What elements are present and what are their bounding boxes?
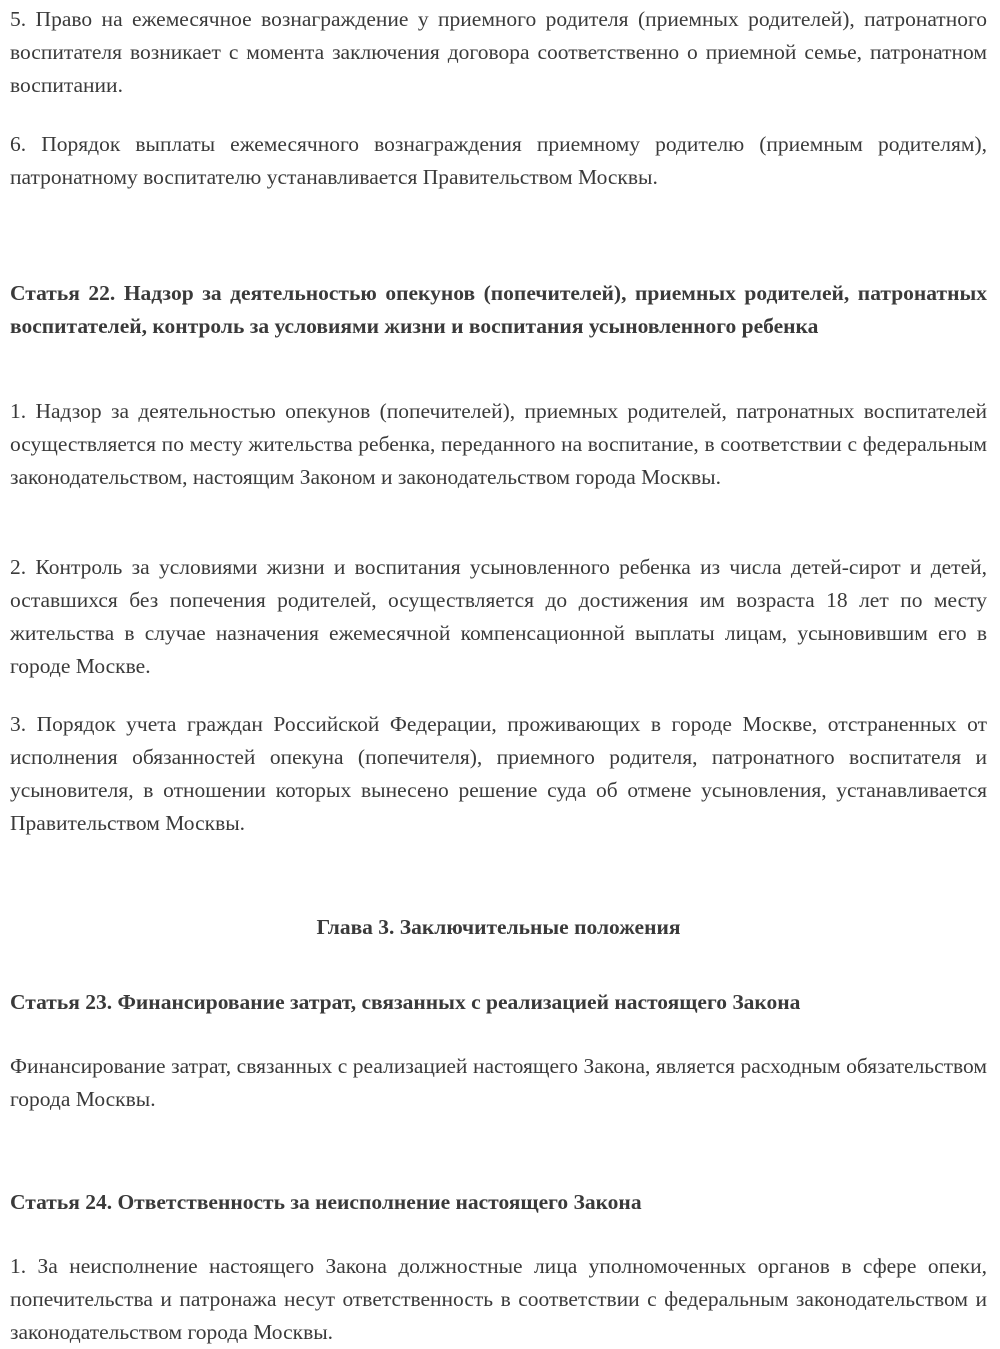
article-21-paragraph-5: 5. Право на ежемесячное вознаграждение у приемного родителя (приемных родителей), патронатного воспитателя возникает с момента заключения договора соответственно о приемной семье, патронатном воспитании. [10, 7, 987, 97]
article-23-paragraph: Финансирование затрат, связанных с реализацией настоящего Закона, является расходным обязательством города Москвы. [10, 1054, 987, 1111]
article-22-paragraph-1: 1. Надзор за деятельностью опекунов (попечителей), приемных родителей, патронатных воспитателей осуществляется по месту жительства ребенка, переданного на воспитание, в соответствии с федеральным законодательством, настоящим Законом и законодательством города Москвы. [10, 399, 987, 489]
article-22-heading: Статья 22. Надзор за деятельностью опекунов (попечителей), приемных родителей, патронатных воспитателей, контроль за условиями жизни и воспитания усыновленного ребенка [10, 281, 987, 338]
article-24-paragraph-1: 1. За неисполнение настоящего Закона должностные лица уполномоченных органов в сфере опеки, попечительства и патронажа несут ответственность в соответствии с федеральным законодательством и законодательством города Москвы. [10, 1254, 987, 1344]
article-23-heading: Статья 23. Финансирование затрат, связанных с реализацией настоящего Закона [10, 990, 801, 1014]
article-24-heading: Статья 24. Ответственность за неисполнение настоящего Закона [10, 1190, 642, 1214]
chapter-3-title: Глава 3. Заключительные положения [316, 915, 681, 939]
article-21-paragraph-6: 6. Порядок выплаты ежемесячного вознаграждения приемному родителю (приемным родителям), патронатному воспитателю устанавливается Правительством Москвы. [10, 132, 987, 189]
article-22-paragraph-2: 2. Контроль за условиями жизни и воспитания усыновленного ребенка из числа детей-сирот и детей, оставшихся без попечения родителей, осуществляется до достижения им возраста 18 лет по месту жительства в случае назначения ежемесячной компенсационной выплаты лицам, усыновившим его в городе Москве. [10, 555, 987, 678]
article-22-paragraph-3: 3. Порядок учета граждан Российской Федерации, проживающих в городе Москве, отстраненных от исполнения обязанностей опекуна (попечителя), приемного родителя, патронатного воспитателя и усыновителя, в отношении которых вынесено решение суда об отмене усыновления, устанавливается Правительством Москвы. [10, 712, 987, 835]
